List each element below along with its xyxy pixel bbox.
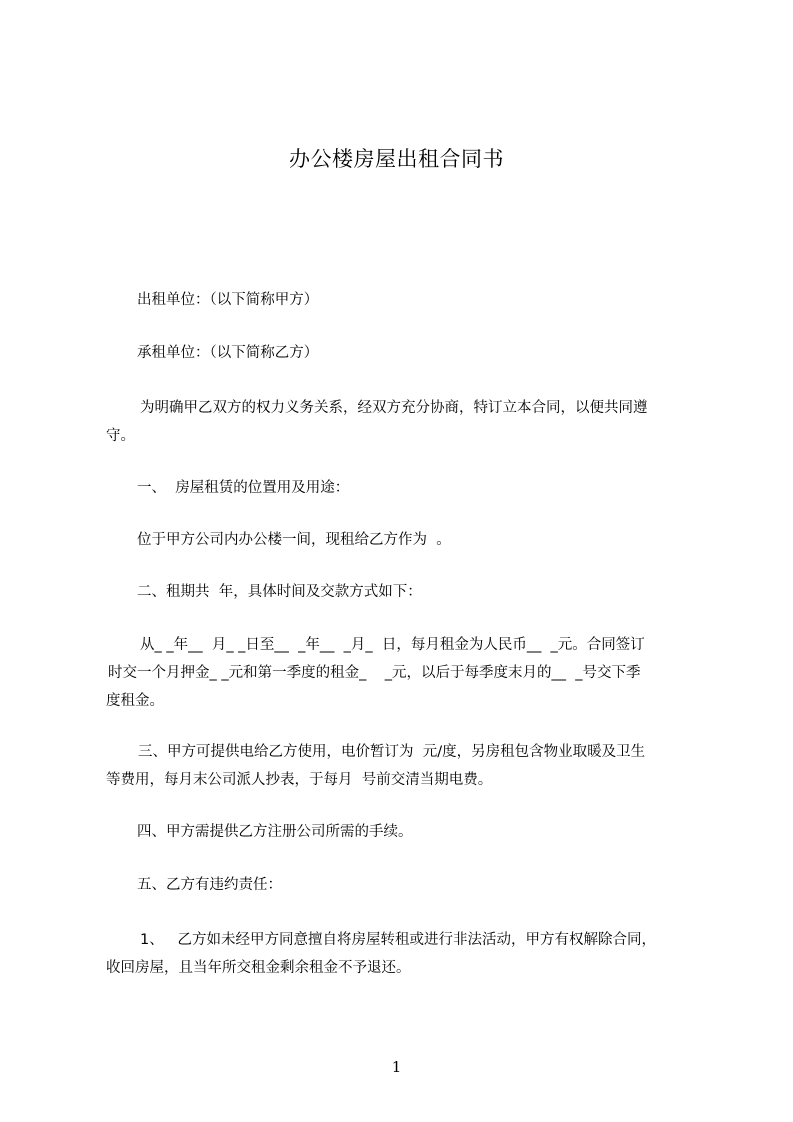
section3-line-1: 三、甲方可提供电给乙方使用，电价暂订为 元/度，另房租包含物业取暖及卫生 [138,744,646,760]
page-title: 办公楼房屋出租合同书 [289,147,504,171]
section2-heading: 二、租期共 年，具体时间及交款方式如下： [137,584,422,600]
clause1-line-2: 收回房屋，且当年所交租金剩余租金不予退还。 [106,960,411,976]
clause1-paragraph [106,926,706,982]
page-number: 1 [391,1058,402,1076]
lessor-line: 出租单位：（以下简称甲方） [137,292,319,308]
section2-line-1: 从_ _年__ 月_ _日至__ _年__ _月_ 日，每月租金为人民币__ _元。合同签订 [140,637,645,653]
section4-text: 四、甲方需提供乙方注册公司所需的手续。 [137,824,413,840]
section1-text: 位于甲方公司内办公楼一间，现租给乙方作为 。 [137,532,451,548]
section5-heading: 五、乙方有违约责任： [137,877,282,893]
intro-line-2: 守。 [106,428,135,444]
lessee-line: 承租单位：（以下简称乙方） [137,345,319,361]
clause1-line-1: 1、 乙方如未经甲方同意擅自将房屋转租或进行非法活动，甲方有权解除合同， [140,932,657,948]
section2-line-3: 度租金。 [106,693,164,709]
intro-paragraph [106,394,706,450]
section3-line-2: 等费用，每月末公司派人抄表，于每月 号前交清当期电费。 [106,772,493,788]
section1-heading: 一、 房屋租赁的位置用及用途： [137,480,350,496]
section3-paragraph [106,738,706,794]
section2-line-2: 时交一个月押金_ _元和第一季度的租金_ _元，以后于每季度末月的__ _号交下季 [108,665,641,681]
section2-paragraph [106,631,706,715]
intro-line-1: 为明确甲乙双方的权力义务关系，经双方充分协商，特订立本合同，以便共同遵 [140,400,648,416]
